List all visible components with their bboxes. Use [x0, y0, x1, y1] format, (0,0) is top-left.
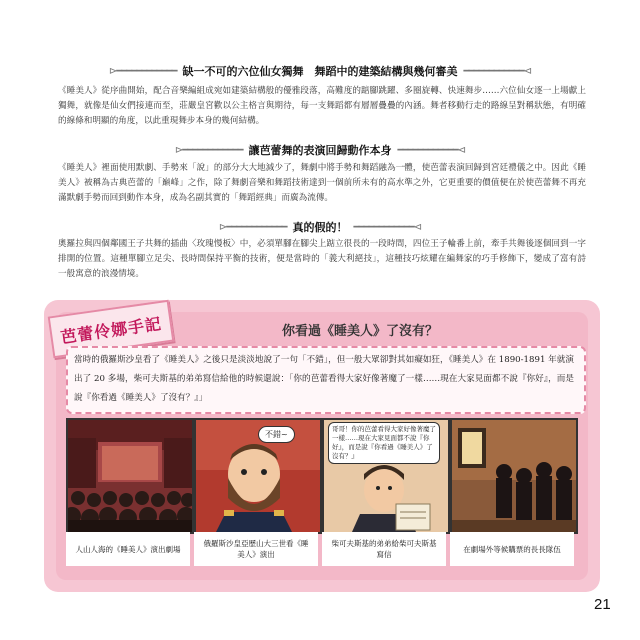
left-ornament-icon: ⊳━━━━━━━━━━━━	[218, 221, 287, 233]
section-title-2: 讓芭蕾舞的表演回歸動作本身	[248, 144, 392, 157]
left-ornament-icon: ⊳━━━━━━━━━━━━	[108, 65, 177, 77]
right-ornament-icon: ━━━━━━━━━━━━⊲	[463, 65, 532, 77]
caption-3: 柴可夫斯基的弟弟給柴可夫斯基寫信	[322, 532, 446, 566]
letter-speech-bubble: 哥哥！你的芭蕾看得大家好像著魔了一樣……現在大家見面都不說『你好』，而是說『你看過《睡美人》了沒有？』	[328, 422, 440, 464]
section-body-2: 《睡美人》裡面使用默劇、手勢來「說」的部分大大地減少了，舞劇中將手勢和舞蹈融為一體，使芭蕾表演回歸到宮廷禮儀之中。因此《睡美人》被稱為古典芭蕾的「巔峰」之作，除了舞劇音樂和舞蹈技術達到一個前所未有的高水準之外，它更重要的價值便在於使芭蕾舞不再充滿默劇手勢而回到動作本身，成為名副其實的「舞蹈經典」而廣為流傳。	[58, 163, 586, 203]
section-heading-1	[0, 62, 640, 80]
section-title-1: 缺一不可的六位仙女獨舞 舞蹈中的建築結構與幾何審美	[182, 65, 458, 78]
diary-note-text: 當時的俄羅斯沙皇看了《睡美人》之後只是淡淡地說了一句「不錯」，但一般大眾卻對其如癡如狂，《睡美人》在 1890-1891 年就演出了 20 多場，柴可夫斯基的弟弟寫信給他的時候還說：「你的芭蕾看得大家好像著魔了一樣……現在大家見面都不說『你好』，而是說『你看過《睡美人》了沒有？』」	[74, 355, 574, 403]
comic-ticket-queue	[450, 418, 578, 534]
comic-tsar	[194, 418, 322, 534]
queue-illustration	[452, 420, 576, 532]
tsar-speech-bubble: 不錯~	[258, 426, 295, 443]
section-heading-3	[0, 218, 640, 236]
theatre-illustration	[68, 420, 192, 532]
comic-letter	[322, 418, 450, 534]
comic-theatre-audience	[66, 418, 194, 534]
section-body-3: 奧羅拉與四個鄰國王子共舞的插曲〈玫瑰慢板〉中，必須單腳在腳尖上踮立很長的一段時間，四位王子輪番上前，牽手共舞後逐個回到一字排開的位置。這種單腳立足尖、長時間保持平衡的技術，便是當時的「義大利絕技」，這種技巧炫耀在編舞家的巧手修飾下，變成了富有詩一般寓意的浪漫情境。	[58, 239, 586, 279]
page-number: 21	[594, 596, 611, 613]
right-ornament-icon: ━━━━━━━━━━━━⊲	[353, 221, 422, 233]
section-body-1: 《睡美人》從序曲開始，配合音樂編組成宛如建築結構般的優雅段落，高難度的踮腳跳躍、多圈旋轉、快速舞步……六位仙女逐一上場獻上獨舞，就像是仙女們接連而至，莊嚴皇宮歡以公主格言與期待，每一支舞蹈都有層層疊疊的內涵。舞者移動行走的路線呈對稱狀態，有明確的線條和明顯的角度，以此重現舞步本身的幾何結構。	[58, 86, 586, 126]
right-ornament-icon: ━━━━━━━━━━━━⊲	[397, 144, 466, 156]
caption-1: 人山人海的《睡美人》演出劇場	[66, 532, 190, 566]
diary-tag-label: 芭蕾伶娜手記	[59, 313, 163, 347]
left-ornament-icon: ⊳━━━━━━━━━━━━	[174, 144, 243, 156]
caption-4: 在劇場外等候購票的長長隊伍	[450, 532, 574, 566]
section-title-3: 真的假的！	[292, 221, 348, 234]
section-heading-2	[0, 141, 640, 159]
caption-2: 俄羅斯沙皇亞歷山大三世看《睡美人》演出	[194, 532, 318, 566]
diary-title: 你看過《睡美人》了沒有？	[281, 324, 438, 339]
